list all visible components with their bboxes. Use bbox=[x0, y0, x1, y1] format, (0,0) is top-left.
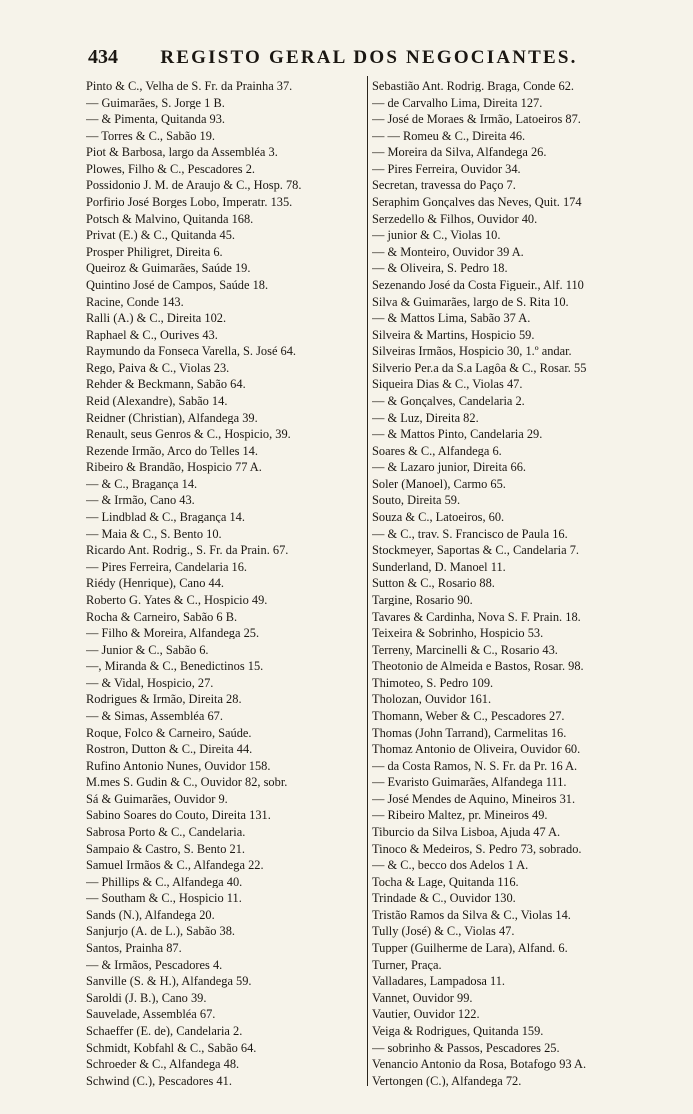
directory-entry: — & Pimenta, Quitanda 93. bbox=[86, 113, 226, 126]
directory-entry: — da Costa Ramos, N. S. Fr. da Pr. 16 A. bbox=[372, 759, 578, 773]
directory-entry: Samuel Irmãos & C., Alfandega 22. bbox=[86, 859, 264, 872]
directory-entry: Reid (Alexandre), Sabão 14. bbox=[86, 394, 228, 408]
directory-entry: Trindade & C., Ouvidor 130. bbox=[372, 892, 516, 905]
directory-entry: — & Irmãos, Pescadores 4. bbox=[86, 958, 223, 972]
directory-entry: — & Vidal, Hospicio, 27. bbox=[86, 676, 214, 690]
directory-entry: — & Mattos Lima, Sabão 37 A. bbox=[372, 312, 531, 325]
directory-entry: — Guimarães, S. Jorge 1 B. bbox=[86, 96, 225, 109]
directory-entry: Renault, seus Genros & C., Hospicio, 39. bbox=[86, 428, 291, 441]
directory-entry: Roque, Folco & Carneiro, Saúde. bbox=[86, 726, 252, 739]
directory-entry: — & C., becco dos Adelos 1 A. bbox=[372, 859, 529, 872]
directory-entry: Roberto G. Yates & C., Hospicio 49. bbox=[86, 593, 268, 607]
left-column bbox=[86, 80, 365, 1088]
directory-entry: Plowes, Filho & C., Pescadores 2. bbox=[86, 162, 255, 176]
directory-entry: Sanjurjo (A. de L.), Sabão 38. bbox=[86, 925, 236, 938]
directory-entry: — José de Moraes & Irmão, Latoeiros 87. bbox=[372, 113, 581, 126]
directory-entry: —, Miranda & C., Benedictinos 15. bbox=[86, 660, 264, 673]
right-column bbox=[372, 80, 660, 1088]
directory-entry: Targine, Rosario 90. bbox=[372, 593, 473, 607]
directory-entry: Siqueira Dias & C., Violas 47. bbox=[372, 378, 523, 391]
directory-entry: Possidonio J. M. de Araujo & C., Hosp. 78. bbox=[86, 179, 302, 192]
directory-entry: Seraphim Gonçalves das Neves, Quit. 174 bbox=[372, 196, 582, 209]
directory-entry: — Evaristo Guimarães, Alfandega 111. bbox=[372, 776, 567, 789]
directory-entry: Privat (E.) & C., Quitanda 45. bbox=[86, 229, 236, 242]
directory-entry: Schwind (C.), Pescadores 41. bbox=[86, 1074, 232, 1088]
directory-entry: Vertongen (C.), Alfandega 72. bbox=[372, 1074, 522, 1088]
directory-entry: Soler (Manoel), Carmo 65. bbox=[372, 477, 506, 491]
directory-entry: Ralli (A.) & C., Direita 102. bbox=[86, 312, 227, 325]
directory-entry: Rodrigues & Irmão, Direita 28. bbox=[86, 693, 242, 706]
directory-entry: — & Mattos Pinto, Candelaria 29. bbox=[372, 428, 543, 441]
directory-entry: Tristão Ramos da Silva & C., Violas 14. bbox=[372, 908, 571, 922]
directory-entry: Thomas (John Tarrand), Carmelitas 16. bbox=[372, 726, 567, 739]
directory-entry: Sabino Soares do Couto, Direita 131. bbox=[86, 809, 271, 822]
directory-entry: Turner, Praça. bbox=[372, 958, 442, 972]
directory-entry: Sebastião Ant. Rodrig. Braga, Conde 62. bbox=[372, 80, 575, 93]
directory-entry: Sabrosa Porto & C., Candelaria. bbox=[86, 826, 246, 839]
directory-entry: Vannet, Ouvidor 99. bbox=[372, 991, 473, 1005]
directory-entry: Stockmeyer, Saportas & C., Candelaria 7. bbox=[372, 544, 579, 557]
directory-entry: Valladares, Lampadosa 11. bbox=[372, 975, 506, 988]
directory-entry: — Filho & Moreira, Alfandega 25. bbox=[86, 627, 260, 640]
directory-entry: Tully (José) & C., Violas 47. bbox=[372, 925, 515, 938]
directory-entry: — Junior & C., Sabão 6. bbox=[86, 643, 209, 657]
directory-entry: — & C., trav. S. Francisco de Paula 16. bbox=[372, 527, 568, 541]
directory-entry: Silva & Guimarães, largo de S. Rita 10. bbox=[372, 295, 569, 308]
directory-entry: Teixeira & Sobrinho, Hospicio 53. bbox=[372, 627, 544, 640]
directory-entry: — & Gonçalves, Candelaria 2. bbox=[372, 394, 525, 408]
directory-entry: — Maia & C., S. Bento 10. bbox=[86, 527, 222, 541]
directory-entry: Rostron, Dutton & C., Direita 44. bbox=[86, 743, 253, 756]
directory-entry: Quintino José de Campos, Saúde 18. bbox=[86, 278, 269, 292]
page-number: 434 bbox=[88, 46, 118, 68]
directory-entry: Silverio Per.a da S.a Lagôa & C., Rosar. 55 bbox=[372, 361, 587, 375]
directory-entry: Terreny, Marcinelli & C., Rosario 43. bbox=[372, 643, 558, 657]
directory-entry: Souto, Direita 59. bbox=[372, 494, 461, 507]
directory-entry: — José Mendes de Aquino, Mineiros 31. bbox=[372, 792, 576, 806]
directory-entry: Piot & Barbosa, largo da Assembléa 3. bbox=[86, 146, 278, 159]
directory-entry: Veiga & Rodrigues, Quitanda 159. bbox=[372, 1024, 544, 1038]
page-header bbox=[88, 46, 648, 74]
directory-entry: Venancio Antonio da Rosa, Botafogo 93 A. bbox=[372, 1058, 587, 1071]
directory-entry: Schaeffer (E. de), Candelaria 2. bbox=[86, 1024, 243, 1038]
directory-entry: M.mes S. Gudin & C., Ouvidor 82, sobr. bbox=[86, 776, 288, 789]
directory-entry: — Southam & C., Hospicio 11. bbox=[86, 892, 242, 905]
directory-entry: — & Irmão, Cano 43. bbox=[86, 494, 195, 507]
directory-entry: Thomaz Antonio de Oliveira, Ouvidor 60. bbox=[372, 743, 581, 756]
directory-entry: Sutton & C., Rosario 88. bbox=[372, 577, 495, 590]
directory-entry: Sauvelade, Assembléa 67. bbox=[86, 1008, 216, 1021]
directory-entry: Queiroz & Guimarães, Saúde 19. bbox=[86, 262, 251, 275]
directory-entry: — & C., Bragança 14. bbox=[86, 477, 198, 491]
directory-entry: Ricardo Ant. Rodrig., S. Fr. da Prain. 67. bbox=[86, 544, 289, 557]
directory-entry: Rezende Irmão, Arco do Telles 14. bbox=[86, 444, 258, 458]
directory-entry: Sampaio & Castro, S. Bento 21. bbox=[86, 842, 246, 855]
directory-entry: — sobrinho & Passos, Pescadores 25. bbox=[372, 1041, 560, 1054]
directory-entry: Theotonio de Almeida e Bastos, Rosar. 98. bbox=[372, 660, 584, 673]
directory-entry: Riédy (Henrique), Cano 44. bbox=[86, 577, 224, 590]
directory-entry: Vautier, Ouvidor 122. bbox=[372, 1008, 480, 1021]
directory-entry: Racine, Conde 143. bbox=[86, 295, 184, 308]
directory-entry: Potsch & Malvino, Quitanda 168. bbox=[86, 212, 254, 226]
directory-entry: Tholozan, Ouvidor 161. bbox=[372, 693, 492, 706]
directory-entry: Rufino Antonio Nunes, Ouvidor 158. bbox=[86, 759, 271, 773]
directory-entry: — & Monteiro, Ouvidor 39 A. bbox=[372, 245, 524, 259]
directory-entry: Sunderland, D. Manoel 11. bbox=[372, 560, 506, 574]
directory-entry: Soares & C., Alfandega 6. bbox=[372, 444, 502, 458]
directory-entry: Silveira & Martins, Hospicio 59. bbox=[372, 328, 535, 342]
directory-entry: — Moreira da Silva, Alfandega 26. bbox=[372, 146, 547, 159]
directory-entry: — Ribeiro Maltez, pr. Mineiros 49. bbox=[372, 809, 548, 822]
directory-entry: — & Oliveira, S. Pedro 18. bbox=[372, 262, 508, 275]
directory-entry: — Pires Ferreira, Candelaria 16. bbox=[86, 560, 248, 574]
directory-entry: Reidner (Christian), Alfandega 39. bbox=[86, 411, 258, 424]
directory-entry: Prosper Philigret, Direita 6. bbox=[86, 245, 223, 259]
directory-entry: Tiburcio da Silva Lisboa, Ajuda 47 A. bbox=[372, 826, 561, 839]
directory-entry: Ribeiro & Brandão, Hospicio 77 A. bbox=[86, 461, 262, 474]
directory-entry: Schroeder & C., Alfandega 48. bbox=[86, 1058, 240, 1071]
directory-entry: Rocha & Carneiro, Sabão 6 B. bbox=[86, 610, 238, 623]
directory-entry: Sezenando José da Costa Figueir., Alf. 110 bbox=[372, 278, 584, 292]
directory-entry: — & Luz, Direita 82. bbox=[372, 411, 479, 424]
directory-entry: Sands (N.), Alfandega 20. bbox=[86, 908, 215, 922]
directory-entry: Sá & Guimarães, Ouvidor 9. bbox=[86, 792, 228, 806]
directory-entry: — & Lazaro junior, Direita 66. bbox=[372, 461, 526, 474]
directory-entry: Tinoco & Medeiros, S. Pedro 73, sobrado. bbox=[372, 842, 582, 855]
directory-entry: — Phillips & C., Alfandega 40. bbox=[86, 875, 243, 889]
page-title: REGISTO GERAL DOS NEGOCIANTES. bbox=[160, 47, 578, 68]
directory-entry: Sanville (S. & H.), Alfandega 59. bbox=[86, 975, 252, 988]
directory-entry: Serzedello & Filhos, Ouvidor 40. bbox=[372, 212, 538, 226]
directory-entry: Saroldi (J. B.), Cano 39. bbox=[86, 991, 207, 1005]
directory-entry: Thimoteo, S. Pedro 109. bbox=[372, 676, 494, 690]
directory-entry: Thomann, Weber & C., Pescadores 27. bbox=[372, 709, 565, 723]
directory-entry: Rego, Paiva & C., Violas 23. bbox=[86, 361, 230, 375]
directory-entry: — junior & C., Violas 10. bbox=[372, 229, 501, 242]
directory-entry: Pinto & C., Velha de S. Fr. da Prainha 37. bbox=[86, 80, 293, 93]
directory-entry: Santos, Prainha 87. bbox=[86, 942, 182, 955]
directory-entry: — & Simas, Assembléa 67. bbox=[86, 709, 223, 723]
directory-entry: — de Carvalho Lima, Direita 127. bbox=[372, 96, 543, 109]
directory-entry: — Lindblad & C., Bragança 14. bbox=[86, 511, 245, 524]
directory-entry: — Pires Ferreira, Ouvidor 34. bbox=[372, 162, 521, 176]
directory-entry: Raphael & C., Ourives 43. bbox=[86, 328, 218, 342]
directory-entry: Tocha & Lage, Quitanda 116. bbox=[372, 875, 519, 889]
directory-entry: — — Romeu & C., Direita 46. bbox=[372, 129, 526, 143]
directory-entry: Raymundo da Fonseca Varella, S. José 64. bbox=[86, 345, 297, 358]
directory-entry: Tavares & Cardinha, Nova S. F. Prain. 18. bbox=[372, 610, 581, 623]
directory-entry: Rehder & Beckmann, Sabão 64. bbox=[86, 378, 246, 391]
directory-entry: Secretan, travessa do Paço 7. bbox=[372, 179, 516, 192]
column-divider bbox=[367, 76, 368, 1086]
directory-entry: Tupper (Guilherme de Lara), Alfand. 6. bbox=[372, 942, 568, 955]
directory-entry: — Torres & C., Sabão 19. bbox=[86, 129, 215, 143]
directory-entry: Porfirio José Borges Lobo, Imperatr. 135. bbox=[86, 196, 293, 209]
directory-entry: Schmidt, Kobfahl & C., Sabão 64. bbox=[86, 1041, 257, 1054]
directory-entry: Silveiras Irmãos, Hospicio 30, 1.º andar. bbox=[372, 345, 572, 358]
directory-entry: Souza & C., Latoeiros, 60. bbox=[372, 511, 505, 524]
